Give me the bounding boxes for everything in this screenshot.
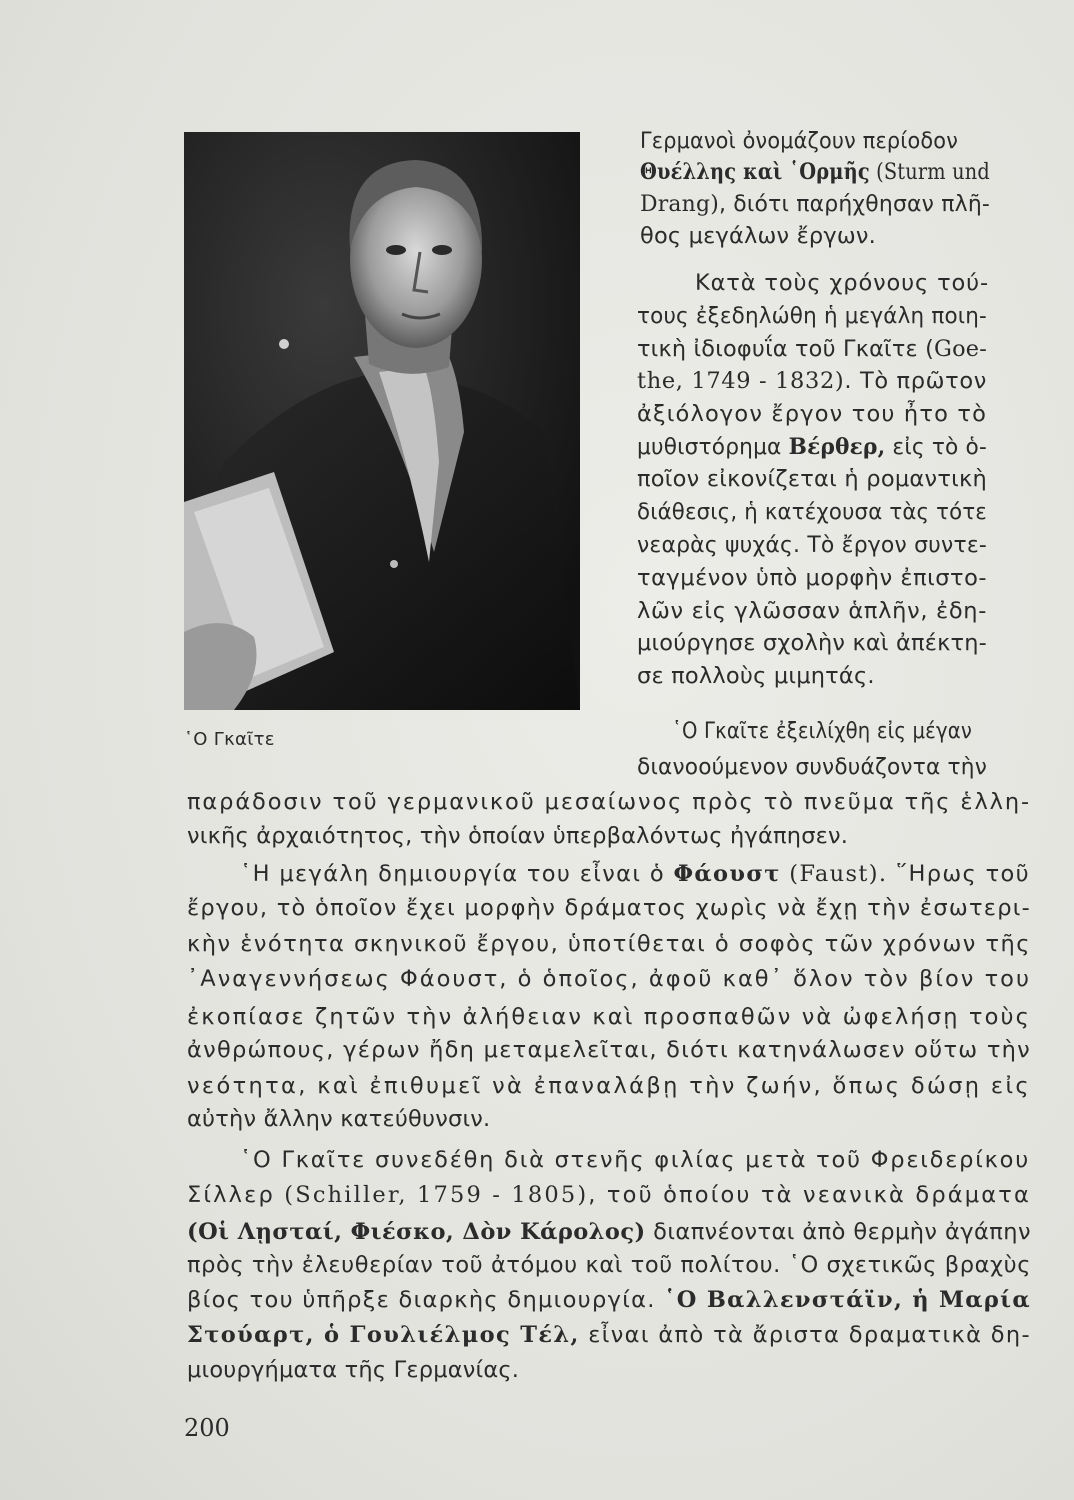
text-segment: παράδοσιν τοῦ γερμανικοῦ μεσαίωνος πρὸς τὸ πνεῦμα τῆς ἑλλη- <box>187 789 1032 815</box>
text-segment: τους ἐξεδηλώθη ἡ μεγάλη ποιη- <box>637 303 987 329</box>
text-segment: ταγμένον ὑπὸ μορφὴν ἐπιστο- <box>637 565 988 591</box>
text-line <box>637 432 987 462</box>
text-segment: , διότι παρήχθησαν πλῆ- <box>718 191 990 217</box>
text-line <box>187 821 879 851</box>
text-segment: ῾Ο Γκαῖτε συνεδέθη διὰ στενῆς φιλίας μετὰ τοῦ Φρειδερίκου <box>240 1147 1031 1173</box>
text-segment: ᾿Αναγεννήσεως Φάουστ, ὁ ὁποῖος, ἀφοῦ καθ᾿ ὅλον τὸν βίον του <box>187 966 1032 992</box>
text-segment: ῾Η μεγάλη δημιουργία του εἶναι ὁ <box>240 861 674 887</box>
text-segment: ἀνθρώπους, γέρων ἤδη μεταμελεῖται, διότι κατηνάλωσεν οὕτω τὴν <box>187 1037 1032 1063</box>
text-line <box>187 964 1031 994</box>
text-segment: (Faust). <box>780 861 888 887</box>
text-segment: Κατὰ τοὺς χρόνους τού- <box>695 270 989 296</box>
text-line <box>695 268 989 298</box>
text-line <box>187 1071 1031 1101</box>
text-segment: αὐτὴν ἄλλην κατεύθυνσιν. <box>187 1106 491 1132</box>
text-line <box>187 1180 1031 1210</box>
text-line <box>640 157 990 187</box>
text-segment: πρὸς τὴν ἐλευθερίαν τοῦ ἀτόμου καὶ τοῦ πολίτου. ῾Ο σχετικῶς βραχὺς <box>187 1252 1031 1278</box>
text-segment: διάθεσις, ἡ κατέχουσα τὰς τότε <box>637 499 987 525</box>
text-line <box>640 126 958 156</box>
text-line <box>187 1320 1031 1350</box>
bold-title: Φάουστ <box>673 861 781 887</box>
text-segment: λῶν εἰς γλῶσσαν ἁπλῆν, ἐδη- <box>637 598 987 624</box>
page-number: 200 <box>184 1414 230 1442</box>
text-line <box>637 464 987 494</box>
text-line <box>672 716 972 746</box>
text-line <box>187 787 1031 817</box>
text-line <box>637 399 987 429</box>
text-segment: (Schiller, 1759 - 1805) <box>284 1182 589 1208</box>
text-line <box>637 596 987 626</box>
text-segment: διανοούμενον συνδυάζοντα τὴν <box>637 754 987 780</box>
text-line <box>637 366 987 396</box>
text-segment: βίος του ὑπῆρξε διαρκὴς δημιουργία. <box>187 1287 665 1313</box>
text-segment: εἶναι ἀπὸ τὰ ἄριστα δραματικὰ δη- <box>579 1322 1032 1348</box>
bold-title: ῾Ο Βαλλενστάϊν, ἡ Μαρία <box>664 1287 1031 1313</box>
text-segment: Σίλλερ <box>187 1182 285 1208</box>
text-line <box>240 1145 1030 1175</box>
text-line <box>187 1002 1031 1032</box>
text-segment: διαπνέονται ἀπὸ θερμὴν ἀγάπην <box>645 1219 1031 1245</box>
text-segment: νεαρὰς ψυχάς. Τὸ ἔργον συντε- <box>637 532 987 558</box>
text-line <box>187 929 1031 959</box>
text-segment: θος μεγάλων ἔργων. <box>640 223 877 249</box>
text-segment: ποῖον εἰκονίζεται ἡ ρομαντικὴ <box>637 466 987 492</box>
text-segment: κὴν ἑνότητα σκηνικοῦ ἔργου, ὑποτίθεται ὁ σοφὸς τῶν χρόνων τῆς <box>187 931 1031 957</box>
text-segment: Goe- <box>934 336 988 362</box>
text-line <box>640 189 990 219</box>
text-segment: ἐκοπίασε ζητῶν τὴν ἀλήθειαν καὶ προσπαθῶν νὰ ὠφελήσῃ τοὺς <box>187 1004 1032 1030</box>
goethe-portrait <box>184 132 580 710</box>
text-line <box>187 1250 1031 1280</box>
text-segment: μιούργησε σχολὴν καὶ ἀπέκτη- <box>637 630 987 656</box>
text-line <box>637 752 987 782</box>
text-segment: Drang) <box>640 191 719 217</box>
text-line <box>637 334 987 364</box>
text-line <box>640 221 876 251</box>
text-segment: σε πολλοὺς μιμητάς. <box>637 663 875 689</box>
text-segment: ῞Ηρως τοῦ <box>887 861 1030 887</box>
text-segment: νικῆς ἀρχαιότητος, τὴν ὁποίαν ὑπερβαλόντως ἠγάπησεν. <box>187 823 849 849</box>
text-segment: ἔργου, τὸ ὁποῖον ἔχει μορφὴν δράματος χωρὶς νὰ ἔχῃ τὴν ἐσωτερι- <box>187 895 1032 921</box>
text-line <box>187 1285 1031 1315</box>
text-segment: ῾Ο Γκαῖτε ἐξειλίχθη εἰς μέγαν <box>672 718 973 744</box>
text-line <box>637 497 987 527</box>
text-segment: εἰς τὸ ὁ- <box>885 434 988 460</box>
text-line <box>187 1104 505 1134</box>
text-segment: , τοῦ ὁποίου τὰ νεανικὰ δράματα <box>588 1182 1031 1208</box>
bold-title: Βέρθερ, <box>788 434 886 460</box>
text-segment: ἀξιόλογον ἔργον του ἦτο τὸ <box>637 401 988 427</box>
text-segment: (Sturm und <box>869 159 990 185</box>
bold-title: Θυέλλης καὶ ῾Ορμῆς <box>640 159 870 185</box>
text-segment: Γερμανοὶ ὀνομάζουν περίοδον <box>640 128 959 154</box>
text-line <box>240 859 1030 889</box>
portrait-image <box>184 132 580 710</box>
text-segment: the, 1749 - 1832) <box>637 368 845 394</box>
text-line <box>637 628 987 658</box>
text-line <box>187 1035 1031 1065</box>
text-line <box>637 563 987 593</box>
text-line <box>637 530 987 560</box>
text-segment: . Τὸ πρῶτον <box>844 368 987 394</box>
bold-title: Στούαρτ, ὁ Γουλιέλμος Τέλ, <box>187 1322 580 1348</box>
text-line <box>637 301 987 331</box>
text-segment: τικὴ ἰδιοφυΐα τοῦ Γκαῖτε ( <box>637 336 935 362</box>
text-segment: μυθιστόρημα <box>637 434 789 460</box>
portrait-caption: ῾Ο Γκαῖτε <box>184 729 275 750</box>
text-line <box>187 1217 1031 1247</box>
text-line <box>637 661 879 691</box>
text-line <box>187 1355 531 1385</box>
text-segment: μιουργήματα τῆς Γερμανίας. <box>187 1357 520 1383</box>
bold-title: (Οἱ Λῃσταί, Φιέσκο, Δὸν Κάρολος) <box>187 1219 646 1245</box>
text-line <box>187 893 1031 923</box>
text-segment: νεότητα, καὶ ἐπιθυμεῖ νὰ ἐπαναλάβῃ τὴν ζωήν, ὅπως δώσῃ εἰς <box>187 1073 1031 1099</box>
